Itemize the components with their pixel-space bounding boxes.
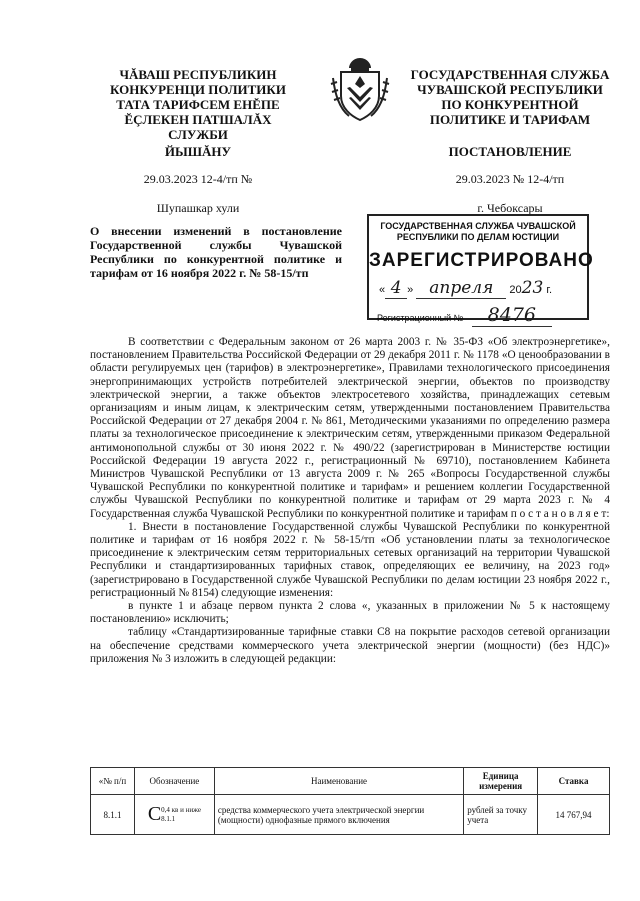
- stamp-year-prefix: 20: [509, 284, 522, 296]
- header-right-line: ПОЛИТИКЕ И ТАРИФАМ: [429, 112, 591, 127]
- registration-stamp: [367, 214, 594, 326]
- header-right-line: ЧУВАШСКОЙ РЕСПУБЛИКИ: [417, 82, 603, 97]
- doc-type-left: ЙЫШĂНУ: [164, 144, 232, 159]
- paragraph-item-1: 1. Внести в постановление Государственной службы Чувашской Республики по конкурентной политике и тарифам от 16 ноября 2022 г. № 58-15/тп «Об установлении платы за технологическое присоединение к электрическим сетям территориальных сетевых организаций на территории Чувашской Республики и стандартизированных тарифных ставок, определяющих ее величину, на 2023 год» (зарегистрировано в Государственной службе Чувашской Республики по делам юстиции 23 ноября 2022 г., регистрационный № 8154) следующие изменения:: [90, 520, 610, 599]
- col-header-rate: Ставка: [538, 768, 610, 795]
- stamp-status: ЗАРЕГИСТРИРОВАНО: [369, 250, 594, 271]
- stamp-day: 4: [385, 278, 407, 299]
- stamp-month: апреля: [416, 278, 506, 299]
- symbol-sup: 0,4 кв и ниже: [161, 805, 201, 814]
- col-header-symbol: Обозначение: [134, 768, 214, 795]
- cell-unit: рублей за точку учета: [464, 795, 538, 835]
- tariff-table: [90, 767, 610, 835]
- coat-of-arms-icon: [329, 54, 391, 124]
- stamp-date: « 4 » апреля 2023 г.: [379, 278, 553, 298]
- cell-rate: 14 767,94: [538, 795, 610, 835]
- city-left: Шупашкар хули: [156, 201, 240, 215]
- cell-name: средства коммерческого учета электрической энергии (мощности) однофазные прямого включения: [214, 795, 463, 835]
- stamp-reg-number: 8476: [472, 304, 552, 327]
- date-number-right: 29.03.2023 № 12-4/тп: [455, 172, 565, 186]
- header-right-line: ГОСУДАРСТВЕННАЯ СЛУЖБА: [410, 67, 610, 82]
- symbol-sub: 8.1.1: [161, 814, 176, 823]
- header-left-line: ĔÇЛЕКЕН ПАТШАЛĂХ СЛУЖБИ: [124, 112, 272, 142]
- col-header-name: Наименование: [214, 768, 463, 795]
- stamp-line-1: ГОСУДАРСТВЕННАЯ СЛУЖБА ЧУВАШСКОЙ: [380, 221, 576, 231]
- col-header-unit: Единица измерения: [464, 768, 538, 795]
- header-right-line: ПО КОНКУРЕНТНОЙ: [441, 97, 579, 112]
- header-left-line: ЧĂВАШ РЕСПУБЛИКИН: [119, 67, 277, 82]
- symbol-main: C: [147, 803, 162, 825]
- stamp-line-2: РЕСПУБЛИКИ ПО ДЕЛАМ ЮСТИЦИИ: [396, 232, 560, 242]
- stamp-reg: [377, 304, 552, 327]
- paragraph-change-1: в пункте 1 и абзаце первом пункта 2 слова «, указанных в приложении № 5 к настоящему постановлению» исключить;: [90, 600, 610, 626]
- body-text: [90, 336, 610, 666]
- document-title: О внесении изменений в постановление Государственной службы Чувашской Республики по конкурентной политике и тарифам от 16 ноября 2022 г. № 58-15/тп: [90, 224, 342, 280]
- header-left-line: ТАТА ТАРИФСЕМ ЕНĔПЕ: [116, 97, 280, 112]
- stamp-year-g: г.: [546, 284, 553, 296]
- stamp-reg-label: Регистрационный №: [377, 313, 464, 323]
- date-number-left: 29.03.2023 12-4/тп №: [143, 172, 253, 186]
- stamp-header: [369, 221, 587, 243]
- header-left-line: КОНКУРЕНЦИ ПОЛИТИКИ: [110, 82, 286, 97]
- stamp-year-suffix: 23: [521, 278, 544, 298]
- city-right: г. Чебоксары: [477, 201, 543, 215]
- header-left-block: [98, 67, 298, 142]
- table-header-row: [91, 768, 610, 795]
- cell-number: 8.1.1: [91, 795, 135, 835]
- table-row: [91, 795, 610, 835]
- doc-type-right: ПОСТАНОВЛЕНИЕ: [448, 144, 572, 159]
- header-right-block: [410, 67, 610, 127]
- col-header-number: «№ п/п: [91, 768, 135, 795]
- cell-symbol: [134, 795, 214, 835]
- paragraph-change-2: таблицу «Стандартизированные тарифные ставки C8 на покрытие расходов сетевой организации на обеспечение средствами коммерческого учета электрической энергии (мощности) (без НДС)» приложения № 3 изложить в следующей редакции:: [90, 626, 610, 665]
- paragraph-preamble: В соответствии с Федеральным законом от 26 марта 2003 г. № 35-ФЗ «Об электроэнергетике», постановлением Правительства Российской Федерации от 29 декабря 2011 г. № 1178 «О ценообразовании в области регулируемых цен (тарифов) в электроэнергетике», Правилами технологического присоединения энергопринимающих устройств потребителей электрической энергии, объектов по производству электрической энергии, а также объектов электросетевого хозяйства, принадлежащих сетевым организациям и иным лицам, к электрическим сетям, утвержденными постановлением Правительства Российской Федерации от 27 декабря 2004 г. № 861, Методическими указаниями по определению размера платы за технологическое присоединение к электрическим сетям, утвержденными приказом Федеральной антимонопольной службы от 30 июня 2022 г. № 490/22 (зарегистрирован в Министерстве юстиции Российской Федерации 19 августа 2022 г., регистрационный № 69710), постановлением Кабинета Министров Чувашской Республики от 13 августа 2009 г. № 265 «Вопросы Государственной службы Чувашской Республики по конкурентной политике и тарифам» и решением коллегии Государственной службы Чувашской Республики по конкурентной политике и тарифам от 29 марта 2023 г. № 4 Государственная служба Чувашской Республики по конкурентной политике и тарифам п о с т а н о в л я е т:: [90, 336, 610, 520]
